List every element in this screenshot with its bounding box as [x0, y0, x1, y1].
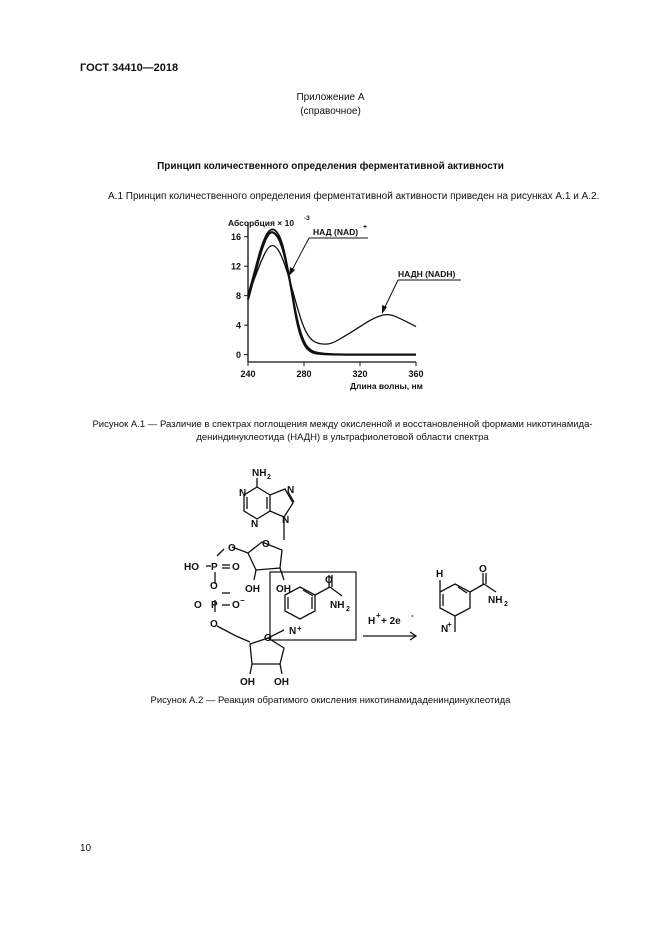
svg-text:P: P — [211, 562, 218, 573]
body-paragraph: А.1 Принцип количественного определения ферментативной активности приведен на рисунках А.1 и А.2. — [108, 191, 600, 202]
svg-text:OH: OH — [240, 677, 255, 688]
svg-text:HO: HO — [184, 562, 199, 573]
svg-text:NH: NH — [488, 595, 503, 606]
svg-text:2: 2 — [504, 601, 508, 608]
svg-text:O: O — [210, 619, 218, 630]
svg-text:N: N — [441, 624, 449, 635]
svg-text:O: O — [325, 575, 333, 586]
svg-text:O: O — [228, 543, 236, 554]
nh2-top-label: NH — [252, 468, 267, 479]
page-number: 10 — [80, 843, 92, 854]
x-axis-label: Длина волны, нм — [350, 381, 423, 391]
product-ring — [440, 584, 470, 616]
svg-text:-: - — [411, 611, 414, 620]
x-tick-label: 280 — [296, 369, 312, 379]
svg-text:OH: OH — [245, 584, 260, 595]
svg-text:O: O — [479, 564, 487, 575]
y-tick-label: 8 — [235, 291, 241, 302]
appendix-label: Приложение А — [296, 92, 365, 103]
svg-text:N: N — [282, 515, 290, 526]
y-tick-label: 4 — [235, 320, 241, 331]
standard-header: ГОСТ 34410—2018 — [80, 62, 179, 74]
svg-text:N: N — [239, 488, 247, 499]
svg-text:OH: OH — [276, 584, 291, 595]
nad-label: НАД (NAD) — [313, 227, 359, 237]
svg-text:H: H — [436, 569, 444, 580]
svg-text:2: 2 — [346, 606, 350, 613]
svg-text:−: − — [240, 596, 245, 605]
svg-text:OH: OH — [274, 677, 289, 688]
reagents-label: H — [368, 616, 376, 627]
svg-text:O: O — [262, 539, 270, 550]
svg-text:+ 2e: + 2e — [381, 616, 401, 627]
svg-text:+: + — [376, 611, 381, 620]
svg-text:NH: NH — [330, 600, 345, 611]
section-title: Принцип количественного определения ферментативной активности — [157, 161, 504, 172]
svg-text:N: N — [289, 626, 297, 637]
y-tick-label: 0 — [235, 350, 241, 361]
svg-text:+: + — [297, 624, 302, 633]
structure-bonds — [206, 478, 496, 674]
nad-label-sup: + — [363, 224, 368, 231]
structure-labels — [184, 468, 508, 688]
y-tick-label: 12 — [230, 261, 241, 272]
y-tick-label: 16 — [230, 232, 241, 243]
x-tick-label: 360 — [408, 369, 424, 379]
svg-text:2: 2 — [267, 474, 271, 481]
svg-text:O: O — [194, 600, 202, 611]
svg-text:O: O — [232, 562, 240, 573]
appendix-kind: (справочное) — [300, 106, 361, 117]
adenine-ring6 — [244, 487, 270, 519]
svg-text:O: O — [264, 633, 272, 644]
x-tick-label: 320 — [352, 369, 368, 379]
svg-text:N: N — [251, 519, 259, 530]
svg-text:+: + — [447, 620, 452, 629]
y-axis-label: Абсорбция × 10 — [228, 218, 295, 228]
svg-text:O: O — [210, 581, 218, 592]
nadh-label: НАДН (NADH) — [398, 269, 456, 279]
svg-text:O: O — [232, 600, 240, 611]
figure1-caption: Рисунок А.1 — Различие в спектрах поглощения между окисленной и восстановленной формами никотинамидадениндинуклеотида (НАДН) в ультрафиолетовой области спектра — [92, 419, 593, 443]
x-tick-label: 240 — [240, 369, 256, 379]
y-axis-label-exponent: -3 — [304, 215, 310, 222]
figure2-caption: Рисунок А.2 — Реакция обратимого окисления никотинамидадениндинуклеотида — [150, 695, 511, 706]
svg-text:N: N — [287, 485, 295, 496]
svg-text:P: P — [211, 600, 218, 611]
